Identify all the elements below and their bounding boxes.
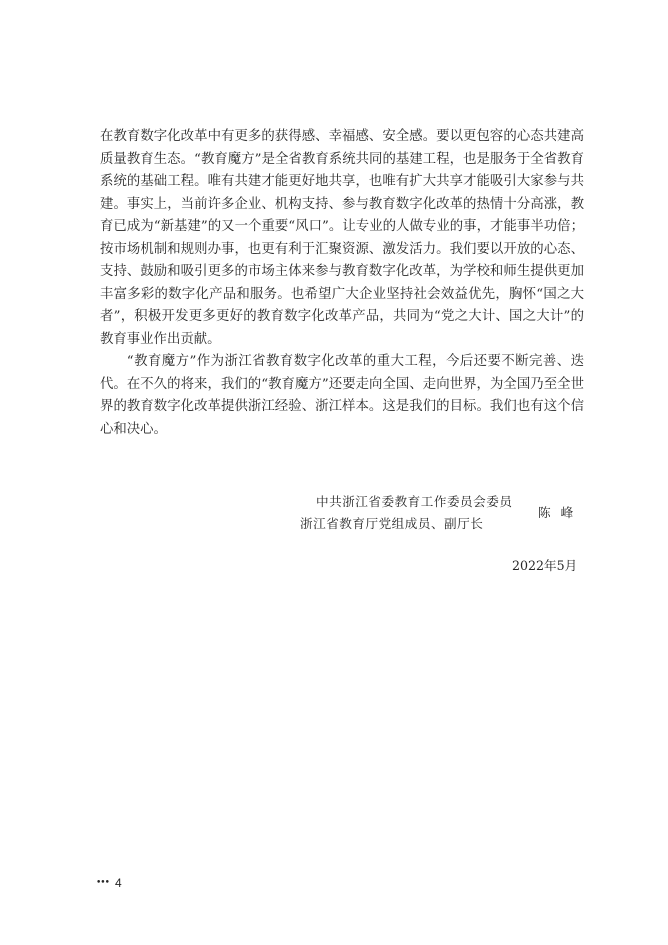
signature-title-line-1: 中共浙江省委教育工作委员会委员 [316,494,513,509]
body-text [100,126,584,441]
paragraph: “教育魔方”作为浙江省教育数字化改革的重大工程，今后还要不断完善、迭代。在不久的将来，我们的“教育魔方”还要走向全国、走向世界，为全国乃至全世界的教育数字化改革提供浙江经验、浙江样本。这是我们的目标。我们也有这个信心和决心。 [100,354,584,437]
signature-name: 陈峰 [538,505,584,520]
document-date: 2022年5月 [512,558,578,573]
signature-block [300,491,585,535]
signature-title-line-2: 浙江省教育厅党组成员、副厅长 [300,516,484,531]
page-number: 4 [114,876,122,890]
dots-icon: ••• [96,878,109,888]
paragraph-continued: 在教育数字化改革中有更多的获得感、幸福感、安全感。要以更包容的心态共建高质量教育生态。“教育魔方”是全省教育系统共同的基建工程，也是服务于全省教育系统的基础工程。唯有共建才能更好地共享，也唯有扩大共享才能吸引大家参与共建。事实上，当前许多企业、机构支持、参与教育数字化改革的热情十分高涨，教育已成为“新基建”的又一个重要“风口”。让专业的人做专业的事，才能事半功倍；按市场机制和规则办事，也更有利于汇聚资源、激发活力。我们要以开放的心态、支持、鼓励和吸引更多的市场主体来参与教育数字化改革，为学校和师生提供更加丰富多彩的数字化产品和服务。也希望广大企业坚持社会效益优先，胸怀“国之大者”，积极开发更多更好的教育数字化改革产品，共同为“党之大计、国之大计”的教育事业作出贡献。 [100,129,584,347]
page-footer [96,876,122,890]
